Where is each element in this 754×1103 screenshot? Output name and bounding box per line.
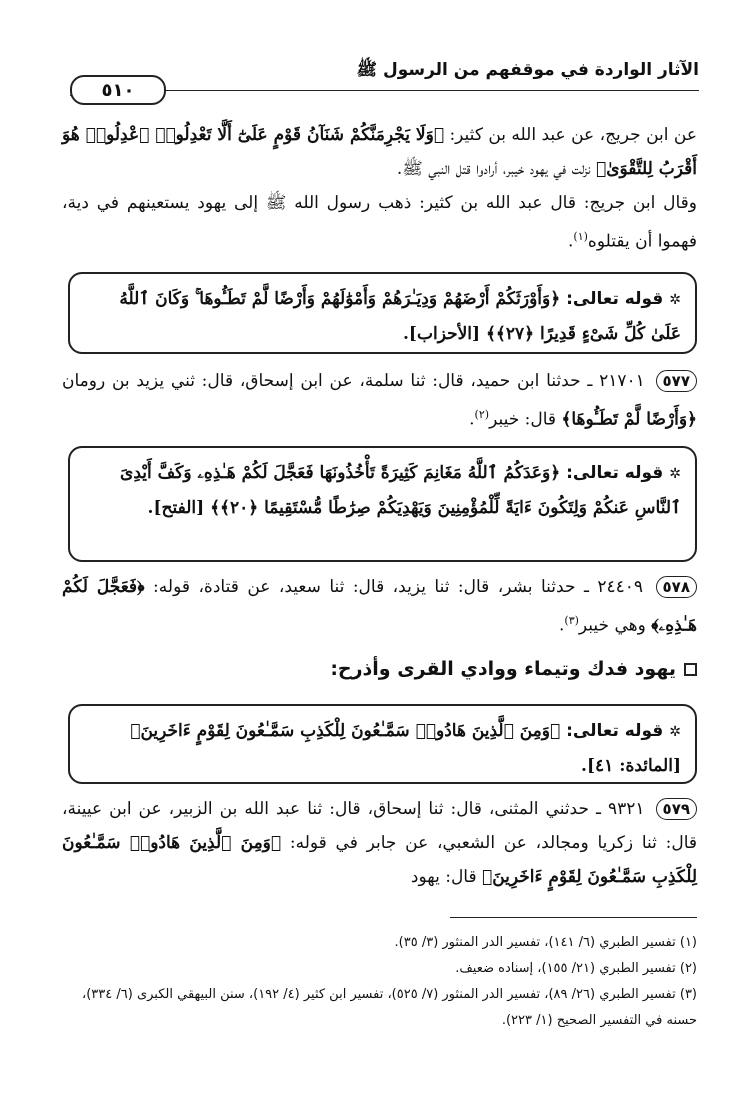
verse-box-maidah	[68, 704, 697, 784]
hadith579-text1: ٩٣٢١ ـ حدثني المثنى، قال: ثنا إسحاق، قال: ثنا عبد الله بن الزبير، عن ابن عيينة، قال: ثنا زكريا ومجالد، عن الشعبي، عن جابر في قوله:	[62, 799, 697, 853]
para1-verse: ﴿وَلَا يَجْرِمَنَّكُمْ شَنَآنُ قَوْمٍ عَلَىٰٓ أَلَّا تَعْدِلُوا۟ ٱعْدِلُوا۟ هُوَ أَقْرَبُ لِلتَّقْوَىٰ﴾	[62, 125, 697, 179]
hadith577-text1: ٢١٧٠١ ـ حدثنا ابن حميد، قال: ثنا سلمة، عن ابن إسحاق، قال: ثني يزيد بن رومان	[62, 371, 652, 391]
para1-text3: وقال ابن جريج: قال عبد الله بن كثير: ذهب رسول الله ﷺ إلى يهود يستعينهم في دية، فهموا أن يقتلوه	[62, 193, 697, 252]
star-icon: ✲	[669, 724, 681, 740]
verse-text: ﴿وَمِنَ ٱلَّذِينَ هَادُوا۟ سَمَّـٰعُونَ لِلْكَذِبِ سَمَّـٰعُونَ لِقَوْمٍ ءَاخَرِينَ﴾	[130, 721, 561, 741]
footnote-3: (٣) تفسير الطبري (٢٦/ ٨٩)، تفسير الدر المنثور (٧/ ٥٢٥)، تفسير ابن كثير (٤/ ١٩٢)، سنن البيهقي الكبرى (٦/ ٣٣٤)، حسنه في التفسير الصحيح (١/ ٢٢٣).	[82, 987, 697, 1028]
star-icon: ✲	[669, 292, 681, 308]
verse-text: ﴿وَعَدَكُمُ ٱللَّهُ مَغَانِمَ كَثِيرَةً تَأْخُذُونَهَا فَعَجَّلَ لَكُمْ هَـٰذِهِۦ وَكَفَّ أَيْدِىَ ٱلنَّاسِ عَنكُمْ وَلِتَكُونَ ءَايَةً لِّلْمُؤْمِنِينَ وَيَهْدِيَكُمْ صِرَٰطًا مُّسْتَقِيمًا ﴿٢٠﴾﴾	[120, 463, 681, 518]
star-icon: ✲	[669, 466, 681, 482]
footnote-ref-2: (٢)	[474, 408, 490, 421]
section-heading	[330, 658, 697, 680]
hadith-579	[62, 792, 697, 894]
footnote-1: (١) تفسير الطبري (٦/ ١٤١)، تفسير الدر المنثور (٣/ ٣٥).	[394, 935, 697, 950]
paragraph-1	[62, 118, 697, 186]
verse-reference: [الأحزاب].	[403, 324, 486, 344]
hadith-578	[62, 570, 697, 643]
hadith579-text2: قال: يهود	[410, 867, 483, 887]
paragraph-ibn-jurayj	[62, 118, 697, 259]
para1-text1: عن ابن جريج، عن عبد الله بن كثير:	[444, 125, 697, 145]
hadith578-text1: ٢٤٤٠٩ ـ حدثنا بشر، قال: ثنا يزيد، قال: ثنا سعيد، عن قتادة، قوله:	[144, 577, 652, 597]
page-header	[70, 55, 699, 115]
verse-text: ﴿وَأَوْرَثَكُمْ أَرْضَهُمْ وَدِيَـٰرَهُمْ وَأَمْوَٰلَهُمْ وَأَرْضًا لَّمْ تَطَـُٔوهَا ۚ وَكَانَ ٱللَّهُ عَلَىٰ كُلِّ شَىْءٍ قَدِيرًا ﴿٢٧﴾﴾	[119, 289, 681, 344]
hadith578-verse: ﴿فَعَجَّلَ لَكُمْ هَـٰذِهِۦ﴾	[62, 577, 697, 636]
verse-box-fath	[68, 446, 697, 562]
hadith577-end: .	[469, 409, 475, 430]
section-heading-text: يهود فدك وتيماء ووادي القرى وأذرح:	[330, 658, 676, 680]
checkbox-icon	[684, 663, 697, 676]
footnote-rule	[450, 917, 697, 918]
verse-lead: قوله تعالى:	[560, 721, 664, 741]
footnotes	[62, 930, 697, 1034]
running-title: الآثار الواردة في موقفهم من الرسول ﷺ	[356, 60, 699, 80]
hadith577-verse: ﴿وَأَرْضًا لَّمْ تَطَـُٔوهَا﴾	[561, 409, 697, 430]
verse-reference: [المائدة: ٤١].	[581, 756, 681, 776]
verse-lead: قوله تعالى:	[560, 289, 664, 309]
paragraph-2	[62, 186, 697, 259]
footnote-2: (٢) تفسير الطبري (٢١/ ١٥٥)، إسناده ضعيف.	[455, 961, 697, 976]
hadith579-verse: ﴿وَمِنَ ٱلَّذِينَ هَادُوا۟ سَمَّـٰعُونَ لِلْكَذِبِ سَمَّـٰعُونَ لِقَوْمٍ ءَاخَرِينَ﴾	[62, 833, 697, 887]
verse-lead: قوله تعالى:	[560, 463, 664, 483]
hadith-number-badge: ٥٧٩	[656, 798, 697, 820]
footnote-ref-3: (٣)	[564, 614, 579, 627]
para1-end: .	[567, 231, 574, 252]
hadith578-end: .	[558, 615, 565, 636]
page-number: ٥١٠	[70, 75, 166, 105]
hadith-577	[62, 364, 697, 437]
hadith578-text2: وهي خيبر	[578, 615, 652, 636]
footnote-ref-1: (١)	[573, 230, 588, 243]
hadith-number-badge: ٥٧٧	[656, 370, 697, 392]
verse-box-ahzab	[68, 272, 697, 354]
para1-text2: نزلت في يهود خيبر، أرادوا قتل النبي ﷺ.	[396, 159, 597, 179]
hadith577-text2: قال: خيبر	[489, 409, 562, 430]
verse-reference: [الفتح].	[147, 498, 211, 518]
hadith-number-badge: ٥٧٨	[656, 576, 697, 598]
